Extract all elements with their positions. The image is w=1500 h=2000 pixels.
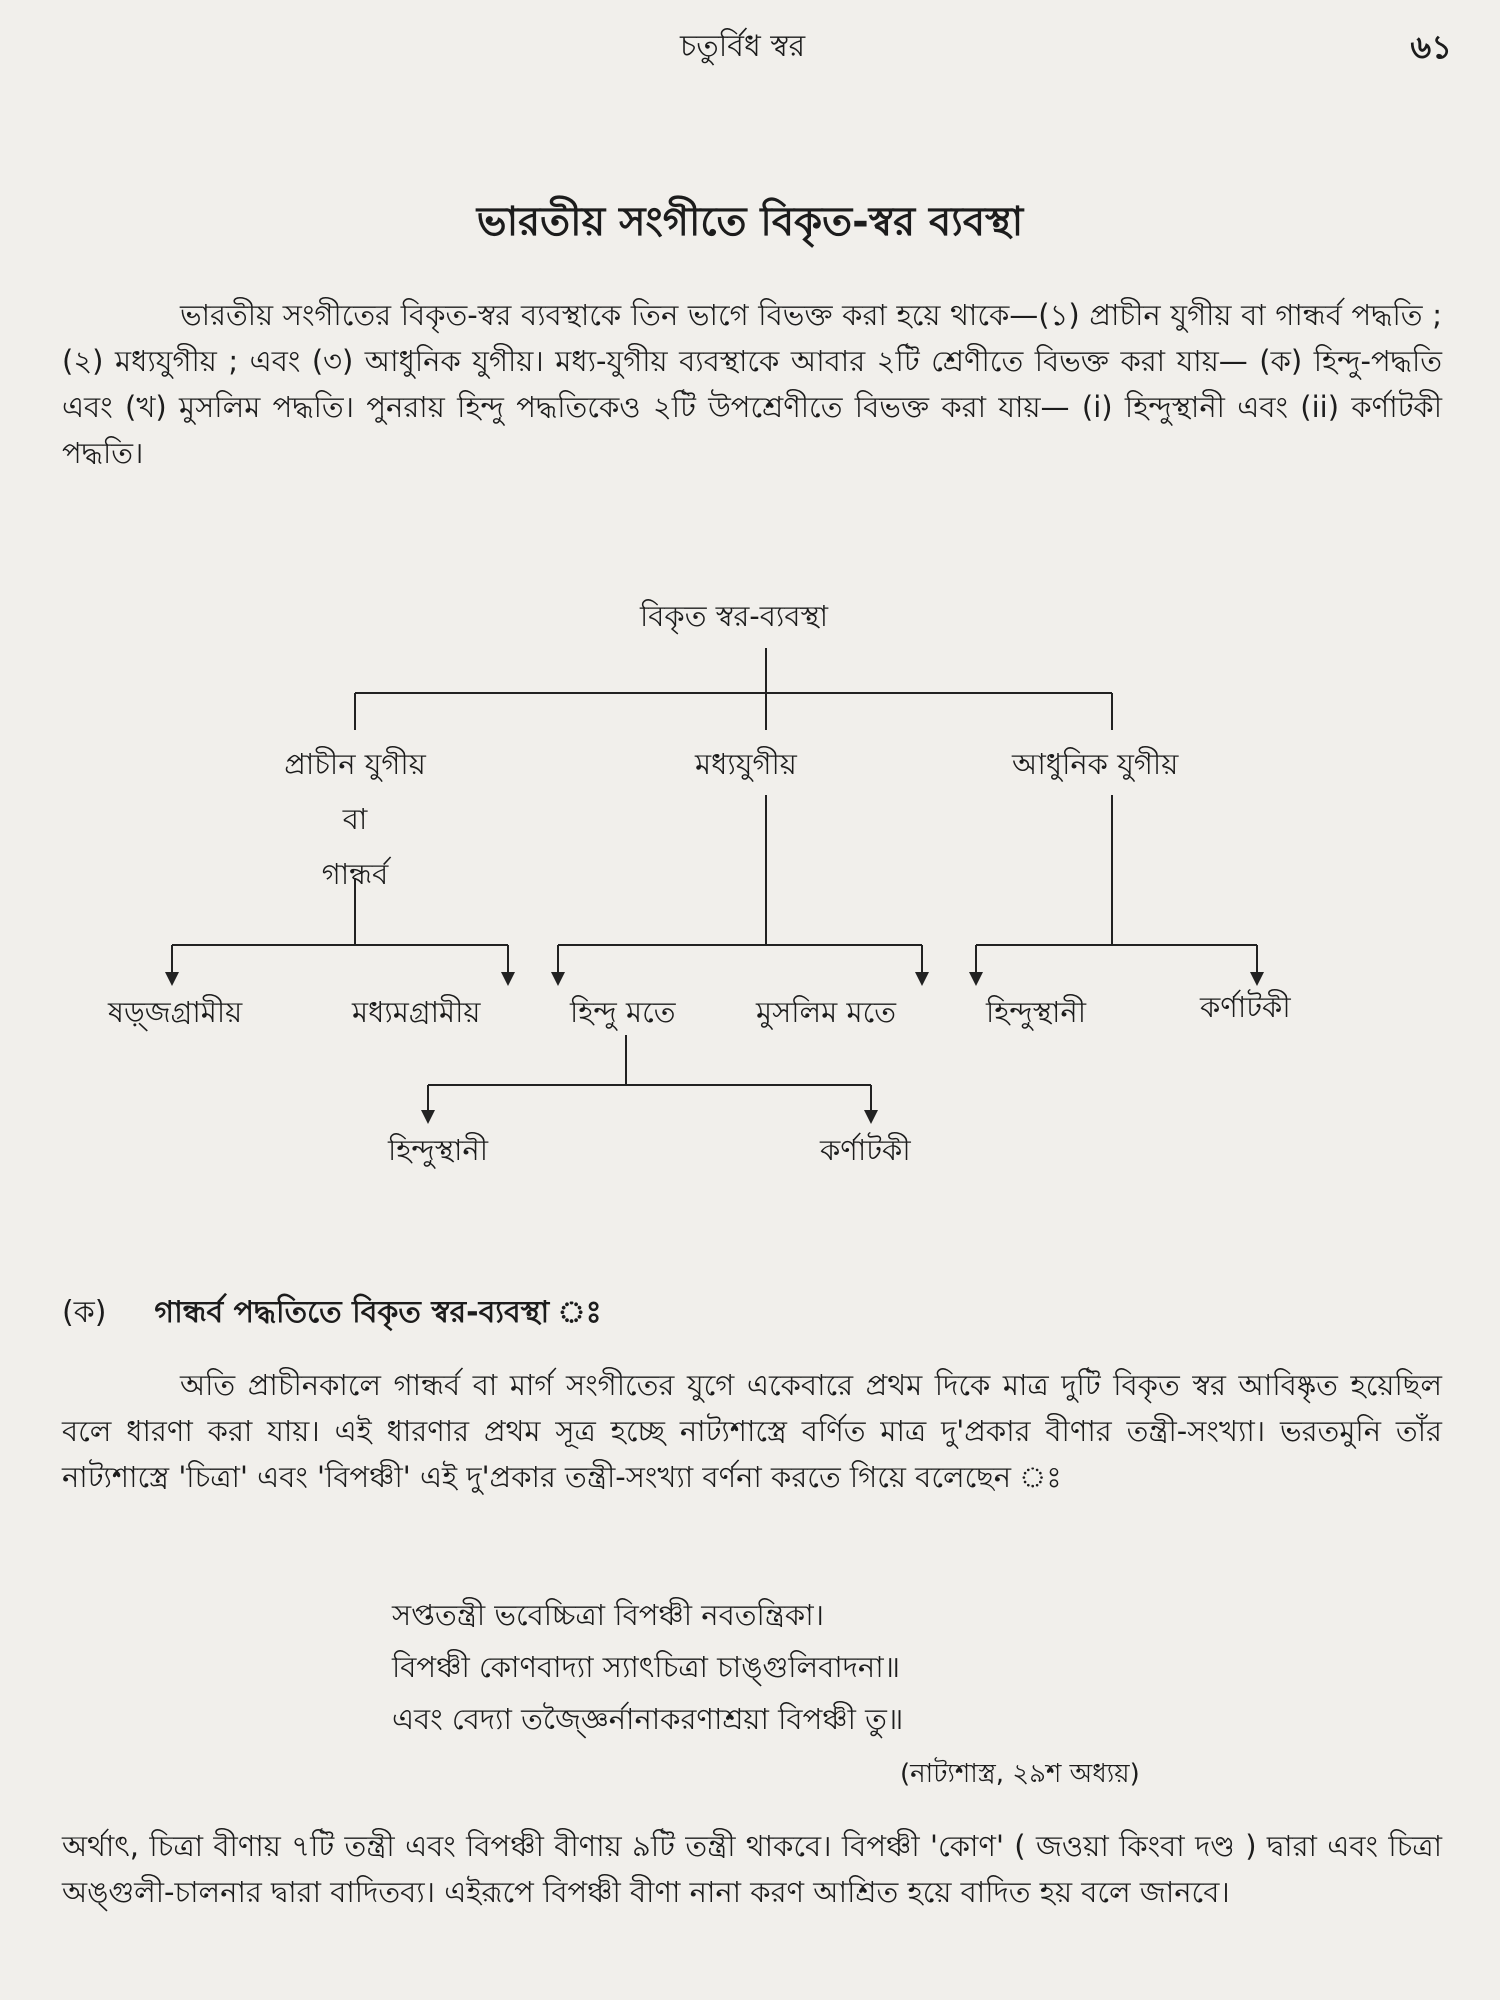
section-title: [62, 1288, 602, 1339]
node-modern-hindustani: হিন্দুস্থানী: [986, 995, 1087, 1029]
node-hindu-mate: হিন্দু মতে: [570, 995, 676, 1029]
node-shadjagramiya: ষড়্জগ্রামীয়: [108, 995, 243, 1029]
arrow-head-icon: [421, 1110, 435, 1124]
paragraph-3: অর্থাৎ, চিত্রা বীণায় ৭টি তন্ত্রী এবং বিপঞ্চী বীণায় ৯টি তন্ত্রী থাকবে। বিপঞ্চী 'কোণ' ( জওয়া কিংবা দণ্ড ) দ্বারা এবং চিত্রা অঙ্গুলী-চালনার দ্বারা বাদিতব্য। এইরূপে বিপঞ্চী বীণা নানা করণ আশ্রিত হয়ে বাদিত হয় বলে জানবে।: [62, 1829, 1442, 1909]
node-ancient: [270, 742, 440, 901]
node-muslim-mate: মুসলিম মতে: [756, 995, 897, 1029]
node-ancient-line2: বা: [342, 802, 368, 836]
page-number: ৬১: [1410, 28, 1452, 66]
arrow-head-icon: [915, 972, 929, 986]
node-madhyamagramiya: মধ্যমগ্রামীয়: [352, 995, 481, 1029]
node-modern: আধুনিক যুগীয়: [1012, 747, 1179, 781]
node-modern-karnataki: কর্ণাটকী: [1200, 990, 1291, 1024]
arrow-head-icon: [864, 1110, 878, 1124]
intro-paragraph-text: ভারতীয় সংগীতের বিকৃত-স্বর ব্যবস্থাকে তিন ভাগে বিভক্ত করা হয়ে থাকে—(১) প্রাচীন যুগীয় বা গান্ধর্ব পদ্ধতি ; (২) মধ্যযুগীয় ; এবং (৩) আধুনিক যুগীয়। মধ্য-যুগীয় ব্যবস্থাকে আবার ২টি শ্রেণীতে বিভক্ত করা যায়— (ক) হিন্দু-পদ্ধতি এবং (খ) মুসলিম পদ্ধতি। পুনরায় হিন্দু পদ্ধতিকেও ২টি উপশ্রেণীতে বিভক্ত করা যায়— (i) হিন্দুস্থানী এবং (ii) কর্ণাটকী পদ্ধতি।: [62, 298, 1442, 470]
node-ancient-line3: গান্ধর্ব: [321, 857, 389, 891]
node-hindu-hindustani: হিন্দুস্থানী: [388, 1133, 489, 1167]
verse-line-2: বিপঞ্চী কোণবাদ্যা স্যাৎচিত্রা চাঙ্গুলিবাদনা॥: [392, 1650, 901, 1684]
verse-line-3: এবং বেদ্যা তজ্জ্ঞৈর্নানাকরণাশ্রয়া বিপঞ্চী তু॥: [392, 1702, 904, 1736]
page-heading: ভারতীয় সংগীতে বিকৃত-স্বর ব্যবস্থা: [476, 199, 1024, 245]
section-marker: (ক): [62, 1295, 107, 1330]
node-ancient-line1: প্রাচীন যুগীয়: [284, 747, 426, 781]
verse-citation: (নাট্যশাস্ত্র, ২৯শ অধ্যয়): [900, 1759, 1140, 1789]
verse-line-1: সপ্ততন্ত্রী ভবেচ্চিত্রা বিপঞ্চী নবতন্ত্রিকা।: [392, 1598, 824, 1632]
arrow-head-icon: [165, 972, 179, 986]
arrow-head-icon: [1250, 972, 1264, 986]
running-head: চতুর্বিধ স্বর: [680, 29, 806, 64]
node-root: বিকৃত স্বর-ব্যবস্থা: [640, 599, 829, 633]
paragraph-2: [62, 1362, 1442, 1500]
section-title-text: গান্ধর্ব পদ্ধতিতে বিকৃত স্বর-ব্যবস্থা ঃ: [154, 1295, 602, 1330]
arrow-head-icon: [501, 972, 515, 986]
node-medieval: মধ্যযুগীয়: [695, 747, 797, 781]
paragraph-2-text: অতি প্রাচীনকালে গান্ধর্ব বা মার্গ সংগীতের যুগে একেবারে প্রথম দিকে মাত্র দুটি বিকৃত স্বর আবিষ্কৃত হয়েছিল বলে ধারণা করা যায়। এই ধারণার প্রথম সূত্র হচ্ছে নাট্যশাস্ত্রে বর্ণিত মাত্র দু'প্রকার বীণার তন্ত্রী-সংখ্যা। ভরতমুনি তাঁর নাট্যশাস্ত্রে 'চিত্রা' এবং 'বিপঞ্চী' এই দু'প্রকার তন্ত্রী-সংখ্যা বর্ণনা করতে গিয়ে বলেছেন ঃ: [62, 1368, 1442, 1494]
arrow-head-icon: [969, 972, 983, 986]
arrow-head-icon: [551, 972, 565, 986]
node-hindu-karnataki: কর্ণাটকী: [820, 1133, 911, 1167]
